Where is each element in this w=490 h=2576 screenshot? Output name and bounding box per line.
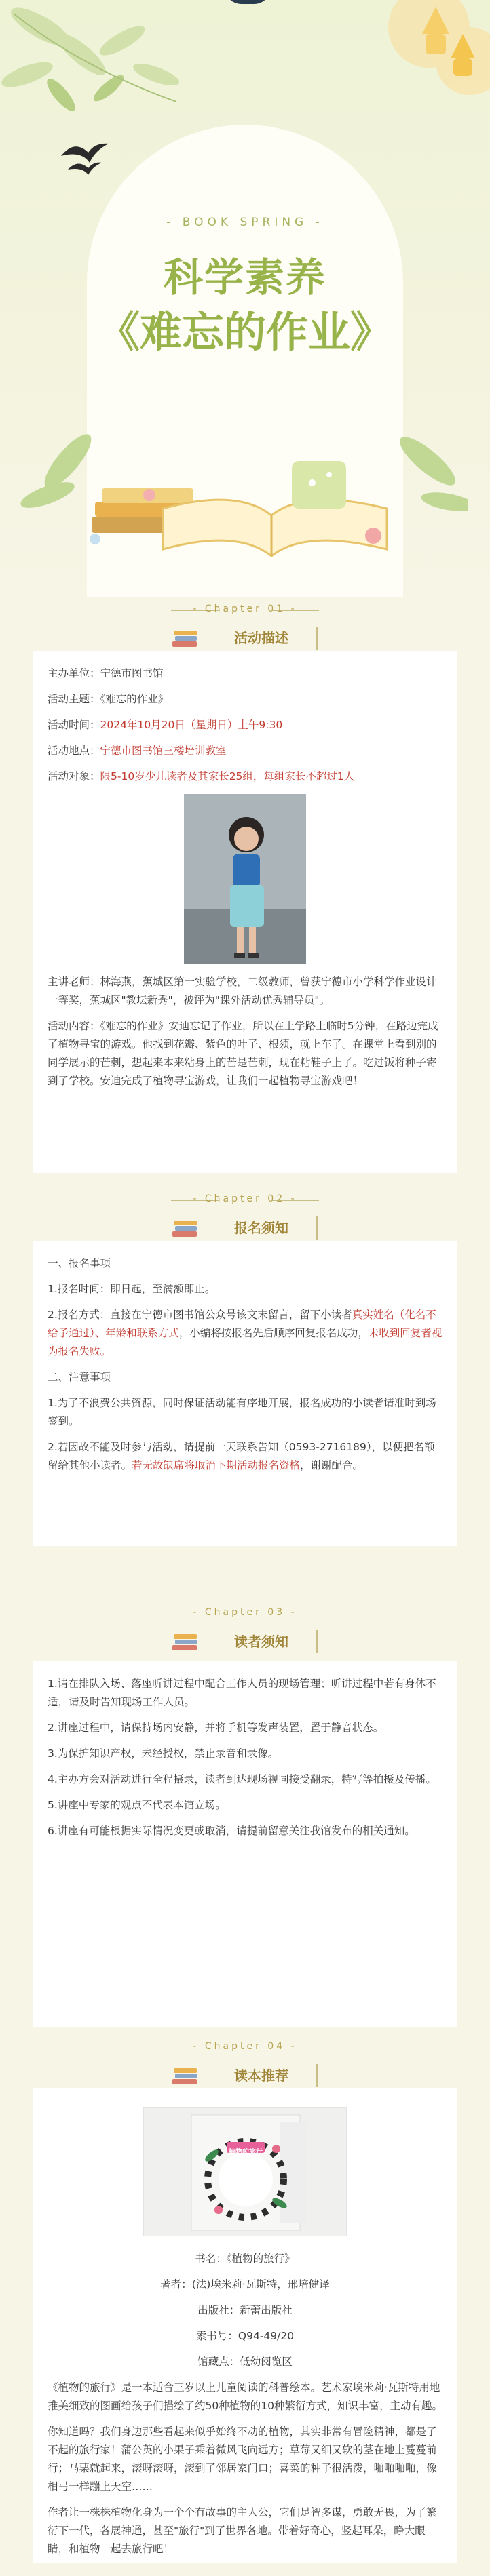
reader-card — [33, 1661, 457, 2027]
teacher-portrait-icon — [184, 794, 306, 964]
book-stack-icon — [172, 1216, 200, 1240]
divider-icon — [315, 2064, 319, 2087]
section-title: 活动描述 — [210, 628, 312, 648]
birds-icon — [54, 136, 115, 183]
signup-note-1: 1.为了不浪费公共资源，同时保证活动能有序地开展，报名成功的小读者请准时到场签到。 — [48, 1397, 436, 1427]
activity-card — [33, 651, 457, 1173]
reader-note-2: 2.讲座过程中，请保持场内安静，并将手机等发声装置，置于静音状态。 — [48, 1722, 384, 1734]
section-header-reader — [0, 1607, 490, 1668]
book-cover-art-icon — [144, 2108, 347, 2237]
target-text: 活动对象：限5-10岁少儿读者及其家长25组，每组家长不超过1人 — [48, 770, 355, 782]
book-description-2: 你知道吗？我们身边那些看起来似乎始终不动的植物，其实非常有冒险精神，都是了不起的旅行家！蒲公英的小果子乘着微风飞向远方；草莓又细又软的茎在地上蔓蔓前行；马栗就起来，滚呀滚呀，滚到了邻居家门口；喜菜的种子很活泼，啪啪啪啪，像相弓一样蹦上天空…… — [48, 2425, 437, 2493]
book-description-3: 作者让一株株植物化身为一个个有故事的主人公，它们足智多谋，勇敢无畏，为了繁衍下一代，各展神通，甚至"旅行"到了世界各地。带着好奇心，竖起耳朵，睁大眼睛，和植物一起去旅行吧！ — [48, 2506, 437, 2555]
reader-note-1: 1.请在排队入场、落座听讲过程中配合工作人员的现场管理；听讲过程中若有身体不适，请及时告知现场工作人员。 — [48, 1678, 436, 1708]
signup-method: 2.报名方式：直接在宁德市图书馆公众号该文末留言，留下小读者真实姓名（化名不给予通过）、年龄和联系方式，小编将按报名先后顺序回复报名成功，未收到回复者视为报名失败。 — [48, 1309, 442, 1358]
book-card — [33, 2088, 457, 2563]
content-text: 活动内容：《难忘的作业》安迪忘记了作业，所以在上学路上临时5分钟，在路边完成了植物寻宝的游戏。他找到花瓣、紫色的叶子、根须，就上车了。在课堂上看到别的同学展示的芒刺，想起来本来粘身上的芒是芒刺，现在粘鞋子上了。吃过饭将种子寄到了学校。安迪完成了植物寻宝游戏，让我们一起植物寻宝游戏吧！ — [48, 1020, 438, 1087]
signup-card — [33, 1241, 457, 1546]
hanger-decoration — [224, 0, 271, 4]
book-location: 馆藏点：低幼阅览区 — [197, 2356, 293, 2368]
reader-note-5: 5.讲座中专家的观点不代表本馆立场。 — [48, 1799, 226, 1811]
signup-heading-1: 一、报名事项 — [48, 1257, 111, 1269]
chapter-label: - Chapter 01 - — [193, 603, 297, 614]
theme-text: 活动主题：《难忘的作业》 — [48, 693, 169, 705]
chapter-label: - Chapter 02 - — [193, 1193, 297, 1204]
reader-note-6: 6.讲座有可能根据实际情况变更或取消，请提前留意关注我馆发布的相关通知。 — [48, 1825, 415, 1837]
book-spring-label: - BOOK SPRING - — [166, 216, 324, 229]
teacher-photo — [184, 794, 306, 964]
book-stack-icon — [172, 2064, 200, 2087]
chapter-label: - Chapter 03 - — [193, 1607, 297, 1618]
book-description-1: 《植物的旅行》是一本适合三岁以上儿童阅读的科普绘本。艺术家埃米莉·瓦斯特用地推美细致的图画给孩子们描绘了约50种植物的10种繁衍方式，知识丰富，主动有趣。 — [48, 2381, 442, 2412]
divider-icon — [315, 1630, 319, 1653]
hero-title-line2: 《难忘的作业》 — [97, 307, 392, 357]
book-stack-icon — [172, 1630, 200, 1653]
organizer-text: 主办单位：宁德市图书馆 — [48, 667, 164, 679]
divider-icon — [315, 627, 319, 650]
book-call-number: 索书号：Q94-49/20 — [195, 2330, 295, 2342]
chapter-label: - Chapter 04 - — [193, 2041, 297, 2052]
signup-heading-2: 二、注意事项 — [48, 1371, 111, 1383]
divider-icon — [315, 1216, 319, 1240]
signup-note-2: 2.若因故不能及时参与活动，请提前一天联系告知（0593-2716189），以便把名额留给其他小读者。若无故缺席将取消下期活动报名资格，谢谢配合。 — [48, 1441, 435, 1471]
section-title: 读本推荐 — [210, 2065, 312, 2086]
time-text: 活动时间：2024年10月20日（星期日）上午9:30 — [48, 719, 283, 731]
reader-note-3: 3.为保护知识产权，未经授权，禁止录音和录像。 — [48, 1747, 279, 1760]
place-text: 活动地点：宁德市图书馆三楼培训教室 — [48, 745, 227, 757]
book-stack-icon — [172, 627, 200, 650]
teacher-text: 主讲老师：林海燕，蕉城区第一实验学校，二级教师，曾获宁德市小学科学作业设计一等奖，蕉城区"教坛新秀"，被评为"课外活动优秀辅导员"。 — [48, 976, 437, 1006]
section-title: 读者须知 — [210, 1631, 312, 1652]
reader-note-4: 4.主办方会对活动进行全程摄录，读者到达现场视同接受翻录，特写等拍摄及传播。 — [48, 1773, 436, 1785]
book-cover — [143, 2107, 347, 2236]
book-name: 书名：《植物的旅行》 — [195, 2253, 295, 2265]
hero-title-line1: 科学素养 — [163, 254, 326, 300]
signup-time: 1.报名时间：即日起，至满额即止。 — [48, 1283, 216, 1295]
section-title: 报名须知 — [210, 1218, 312, 1238]
leaves-right-decoration-icon — [327, 0, 490, 149]
books-illustration-icon — [20, 420, 468, 583]
book-author: 著者：(法)埃米莉·瓦斯特，邢培健译 — [160, 2278, 330, 2291]
book-publisher: 出版社：新蕾出版社 — [197, 2304, 293, 2316]
hero-banner — [0, 0, 490, 597]
book-cover-title: 植物的旅行 — [229, 2149, 263, 2156]
